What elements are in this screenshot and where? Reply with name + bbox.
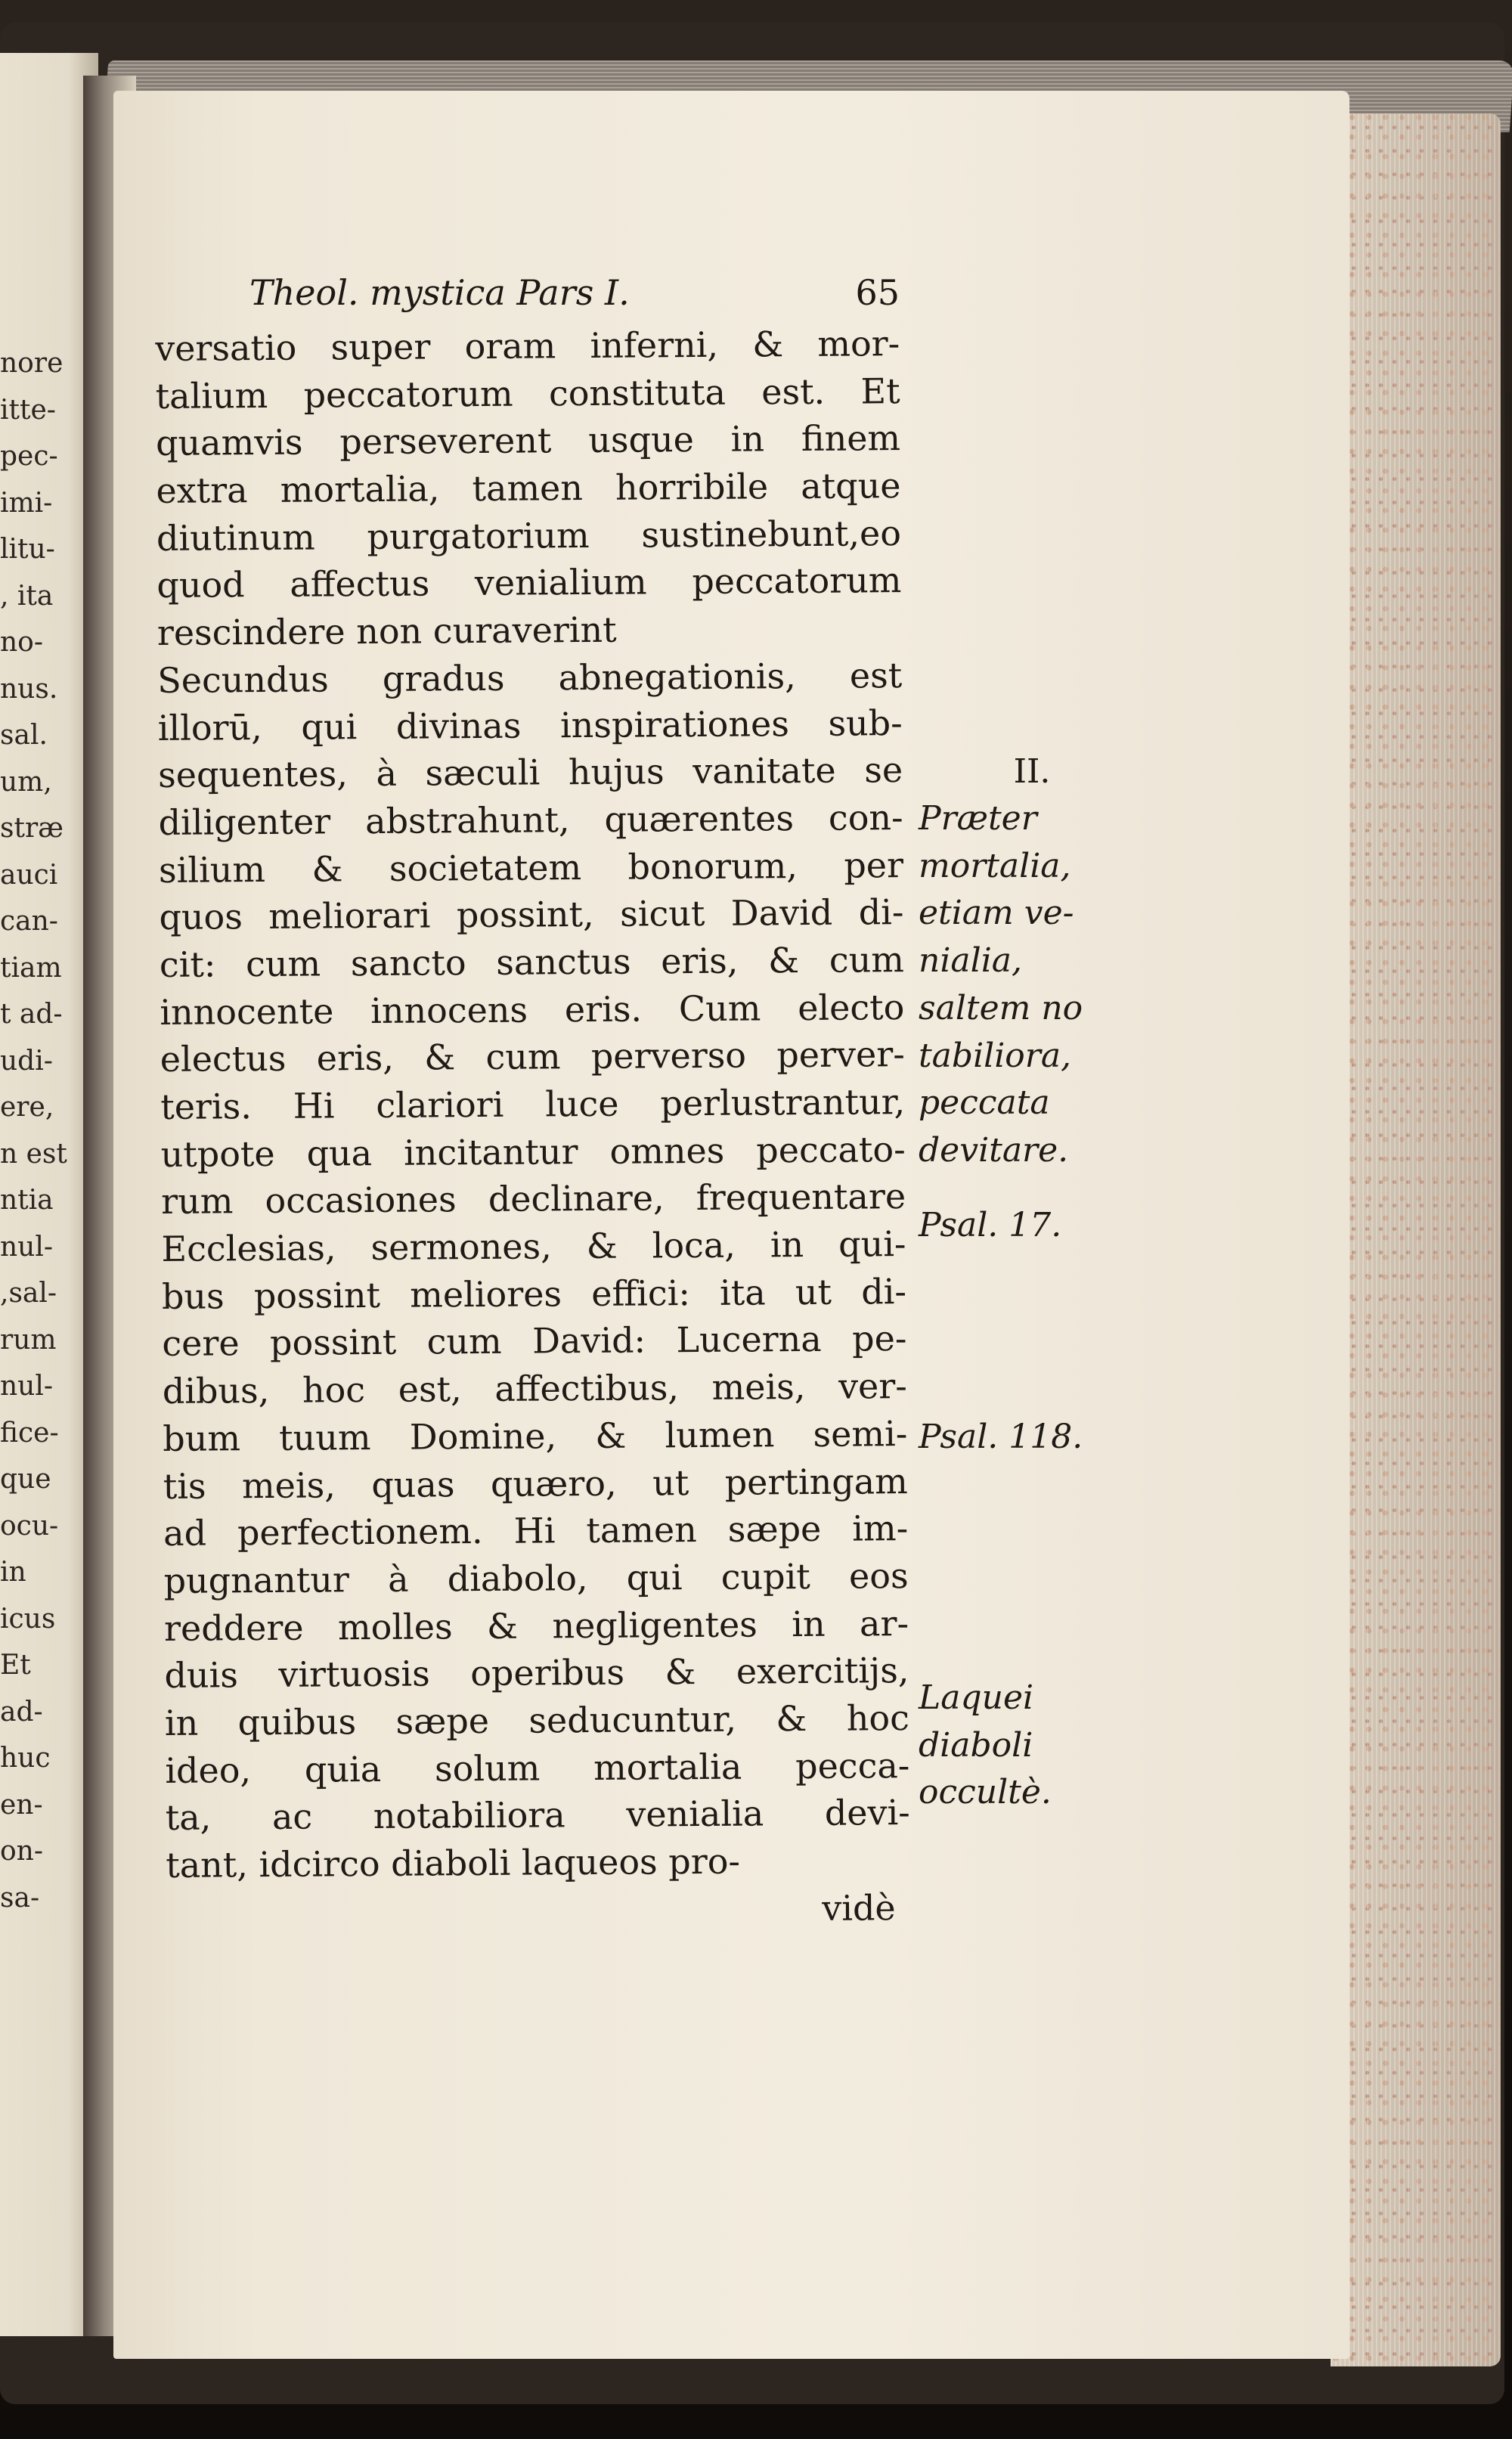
- left-page-fragment: Et: [0, 1650, 31, 1681]
- left-page-fragment: litu-: [0, 534, 55, 565]
- margin-note-line: Præter: [919, 799, 1037, 838]
- left-page-fragment: no-: [0, 627, 44, 658]
- margin-note-line: tabiliora,: [919, 1036, 1072, 1075]
- body-line: Secundus gradus abnegationis, est: [157, 654, 903, 701]
- left-page-fragment: auci: [0, 859, 58, 891]
- margin-note-line: peccata: [919, 1083, 1050, 1123]
- left-page-fragment: , ita: [0, 580, 54, 612]
- page-number: 65: [855, 272, 900, 313]
- margin-note-line: occultè.: [919, 1773, 1052, 1812]
- left-page-fragment: imi-: [0, 487, 53, 519]
- margin-note-line: saltem no: [919, 988, 1083, 1027]
- body-line: utpote qua incitantur omnes peccato-: [160, 1128, 906, 1175]
- body-line: tant, idcirco diaboli laqueos pro-: [166, 1840, 741, 1886]
- left-page-fragment: nus.: [0, 673, 58, 705]
- left-page-fragment: ocu-: [0, 1510, 59, 1542]
- margin-note-line: diaboli: [919, 1725, 1033, 1765]
- body-line: diutinum purgatorium sustinebunt,eo: [156, 512, 902, 559]
- body-line: talium peccatorum constituta est. Et: [155, 370, 900, 417]
- body-line: rescindere non curaverint: [156, 609, 617, 654]
- body-line: versatio super oram inferni, & mor-: [155, 323, 900, 369]
- body-line: illorū, qui divinas inspirationes sub-: [157, 702, 903, 748]
- body-line: Ecclesias, sermones, & loca, in qui-: [161, 1223, 906, 1270]
- margin-note-line: devitare.: [919, 1130, 1069, 1170]
- left-page-fragment: nore: [0, 348, 64, 379]
- left-page-fragment: on-: [0, 1836, 44, 1867]
- body-line: vidè: [822, 1886, 896, 1929]
- left-page-fragment: stræ: [0, 813, 64, 844]
- left-page-fragment: t ad-: [0, 999, 63, 1030]
- margin-note-line: mortalia,: [919, 846, 1071, 885]
- margin-note-praeter: [919, 795, 1145, 1175]
- body-line: bum tuum Domine, & lumen semi-: [163, 1412, 908, 1459]
- left-page-fragment: nul-: [0, 1371, 54, 1402]
- running-header: [249, 272, 900, 313]
- body-line: quos meliorari possint, sicut David di-: [159, 891, 904, 938]
- left-page-fragment: ad-: [0, 1696, 43, 1728]
- body-line: cere possint cum David: Lucerna pe-: [162, 1318, 907, 1365]
- body-line: pugnantur à diabolo, qui cupit eos: [163, 1554, 909, 1601]
- margin-note-laquei: [919, 1675, 1145, 1817]
- body-line: cit: cum sancto sanctus eris, & cum: [159, 939, 905, 985]
- psalm-reference: Psal. 17.: [919, 1206, 1062, 1244]
- left-page-fragment: fice-: [0, 1417, 59, 1449]
- body-line: in quibus sæpe seducuntur, & hoc: [164, 1697, 910, 1743]
- body-line: duis virtuosis operibus & exercitijs,: [164, 1650, 909, 1697]
- left-page-fragment: sal.: [0, 720, 48, 751]
- section-number: II.: [1013, 752, 1051, 791]
- body-line: extra mortalia, tamen horribile atque: [156, 465, 901, 512]
- left-page-fragment: itte-: [0, 394, 56, 426]
- margin-note-psal-17: [919, 1202, 1145, 1250]
- left-page-fragment: can-: [0, 906, 58, 937]
- body-line: tis meis, quas quæro, ut pertingam: [163, 1460, 908, 1507]
- left-page-fragment: tiam: [0, 952, 62, 984]
- body-line: sequentes, à sæculi hujus vanitate se: [157, 749, 903, 796]
- margin-note-psal-118: [919, 1414, 1145, 1461]
- left-page-fragment: udi-: [0, 1045, 53, 1077]
- left-page-fragment: ere,: [0, 1092, 54, 1123]
- left-page-fragment: rum: [0, 1324, 57, 1356]
- body-line: bus possint meliores effici: ita ut di-: [161, 1270, 907, 1317]
- left-page-fragment: nul-: [0, 1231, 54, 1263]
- body-line: quamvis perseverent usque in finem: [155, 417, 901, 464]
- body-line: diligenter abstrahunt, quærentes con-: [158, 796, 903, 843]
- left-page-fragment: que: [0, 1464, 51, 1495]
- page-stack-fore-edge: [1331, 113, 1501, 2366]
- left-page-fragment: pec-: [0, 441, 58, 472]
- left-page-fragment: sa-: [0, 1882, 40, 1914]
- body-line: teris. Hi clariori luce perlustrantur,: [160, 1081, 906, 1127]
- header-title: Theol. mystica Pars I.: [249, 272, 630, 313]
- body-line: quod affectus venialium peccatorum: [156, 559, 902, 606]
- body-line: rum occasiones declinare, frequentare: [160, 1176, 906, 1223]
- left-page-fragment: en-: [0, 1789, 43, 1821]
- psalm-reference: Psal. 118.: [919, 1418, 1083, 1456]
- body-line: ideo, quia solum mortalia pecca-: [165, 1744, 910, 1791]
- left-page-fragment: n est: [0, 1138, 67, 1170]
- body-line: reddere molles & negligentes in ar-: [163, 1602, 909, 1649]
- body-line: innocente innocens eris. Cum electo: [160, 986, 905, 1033]
- body-line: dibus, hoc est, affectibus, meis, ver-: [162, 1365, 908, 1412]
- body-line: electus eris, & cum perverso perver-: [160, 1034, 905, 1080]
- body-line: ta, ac notabiliora venialia devi-: [165, 1792, 910, 1839]
- body-line: ad perfectionem. Hi tamen sæpe im-: [163, 1508, 909, 1554]
- margin-note-line: Laquei: [919, 1678, 1034, 1717]
- body-text: [155, 320, 911, 1936]
- left-page-fragment: ,sal-: [0, 1278, 57, 1309]
- margin-note-line: nialia,: [919, 941, 1023, 981]
- left-page-fragment: in: [0, 1557, 26, 1588]
- left-page-fragment: um,: [0, 766, 52, 798]
- left-page-fragment: huc: [0, 1743, 51, 1774]
- margin-note-section: [919, 748, 1145, 796]
- left-page-fragment: icus: [0, 1603, 56, 1635]
- body-line: silium & societatem bonorum, per: [158, 844, 904, 891]
- margin-note-line: etiam ve-: [919, 894, 1074, 933]
- left-page-fragment: ntia: [0, 1185, 54, 1216]
